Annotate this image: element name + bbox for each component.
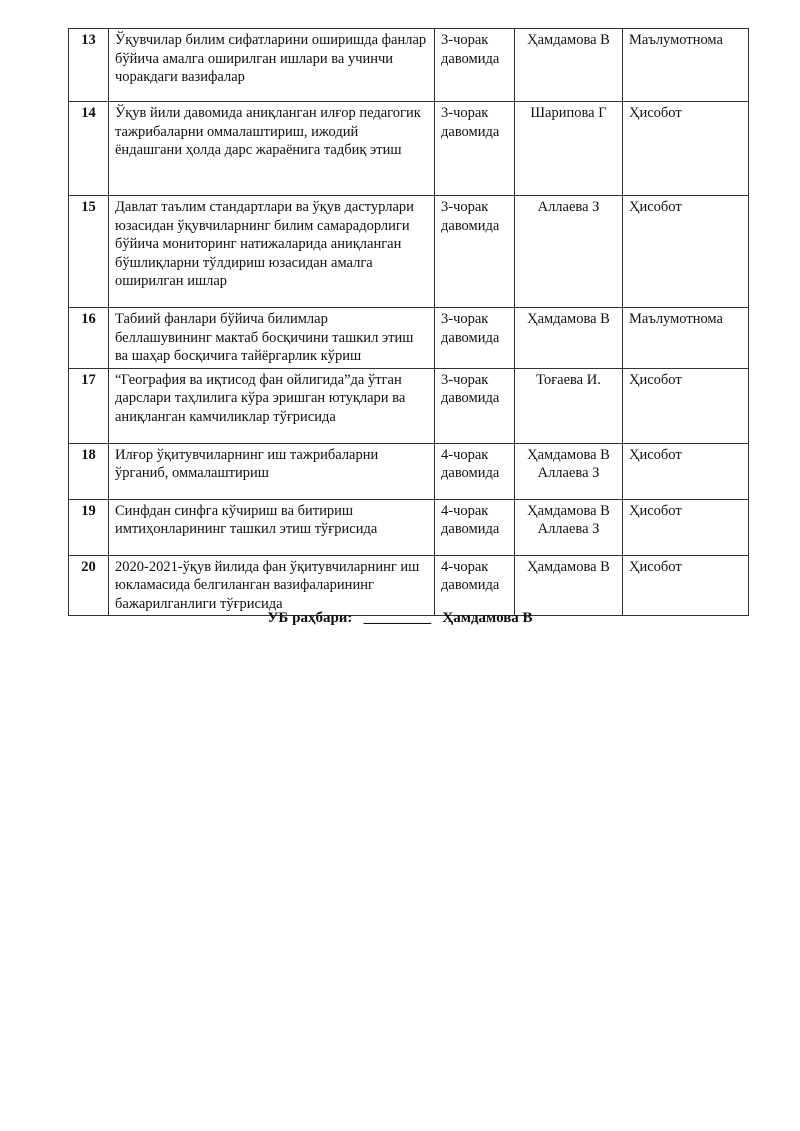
responsible-person [515,196,623,308]
task-description: Ўқувчилар билим сифатларини оширишда фанлар бўйича амалга оширилган ишлари ва учинчи чоракдаги вазифалар [109,29,435,102]
responsible-person [515,29,623,102]
row-number: 13 [69,29,109,102]
plan-table-body [69,29,749,616]
report-form: Ҳисобот [623,499,749,555]
row-number: 17 [69,368,109,443]
row-number: 19 [69,499,109,555]
report-form: Ҳисобот [623,443,749,499]
responsible-name: Ҳамдамова В [527,32,610,48]
plan-table [68,28,749,616]
responsible-name: Тоғаева И. [536,371,601,388]
table-row [69,443,749,499]
table-row [69,368,749,443]
task-description: Синфдан синфга кўчириш ва битириш имтиҳонларининг ташкил этиш тўғрисида [109,499,435,555]
task-description: Илғор ўқитувчиларнинг иш тажрибаларни ўрганиб, оммалаштириш [109,443,435,499]
responsible-person [515,499,623,555]
task-description: Табиий фанлари бўйича билимлар беллашувининг мактаб босқичини ташкил этиш ва шаҳар босқичига тайёргарлик кўриш [109,308,435,369]
responsible-person [515,443,623,499]
task-description: Давлат таълим стандартлари ва ўқув дастурлари юзасидан ўқувчиларнинг билим самарадорлиги бўйича мониторинг натижаларида аниқланган бўшлиқларни тўлдириш юзасидан амалга оширилган ишлар [109,196,435,308]
responsible-person [515,308,623,369]
responsible-person [515,102,623,196]
table-row [69,555,749,616]
table-row [69,308,749,369]
responsible-name: Аллаева З [537,199,600,215]
report-form: Маълумотнома [623,308,749,369]
task-term: 3-чорак давомида [435,102,515,196]
task-term: 4-чорак давомида [435,555,515,616]
task-term: 3-чорак давомида [435,196,515,308]
task-description: 2020-2021-ўқув йилида фан ўқитувчиларнинг иш юкламасида белгиланган вазифаларининг бажарилганлиги тўғрисида [109,555,435,616]
row-number: 14 [69,102,109,196]
responsible-name: Ҳамдамова В [527,446,610,463]
task-term: 4-чорак давомида [435,499,515,555]
responsible-name: Ҳамдамова В [527,558,610,575]
responsible-name: Ҳамдамова В [527,502,610,519]
table-row [69,29,749,102]
task-term: 3-чорак давомида [435,29,515,102]
report-form: Ҳисобот [623,368,749,443]
responsible-name: Аллаева З [537,521,600,537]
task-term: 3-чорак давомида [435,308,515,369]
report-form: Ҳисобот [623,196,749,308]
responsible-person [515,555,623,616]
table-row [69,102,749,196]
row-number: 15 [69,196,109,308]
signature-line: УБ раҳбари: _________ Ҳамдамова В [267,610,533,626]
row-number: 20 [69,555,109,616]
task-term: 4-чорак давомида [435,443,515,499]
task-description: “География ва иқтисод фан ойлигида”да ўтган дарслари таҳлилига кўра эришган ютуқлари ва аниқланган камчиликлар тўғрисида [109,368,435,443]
responsible-name: Шарипова Г [530,105,607,121]
row-number: 16 [69,308,109,369]
report-form: Ҳисобот [623,102,749,196]
responsible-name: Аллаева З [537,465,600,481]
table-row [69,196,749,308]
task-description: Ўқув йили давомида аниқланган илғор педагогик тажрибаларни оммалаштириш, ижодий ёндашгани ҳолда дарс жараёнига тадбиқ этиш [109,102,435,196]
row-number: 18 [69,443,109,499]
report-form: Маълумотнома [623,29,749,102]
report-form: Ҳисобот [623,555,749,616]
table-row [69,499,749,555]
task-term: 3-чорак давомида [435,368,515,443]
responsible-name: Ҳамдамова В [527,311,610,327]
responsible-person [515,368,623,443]
